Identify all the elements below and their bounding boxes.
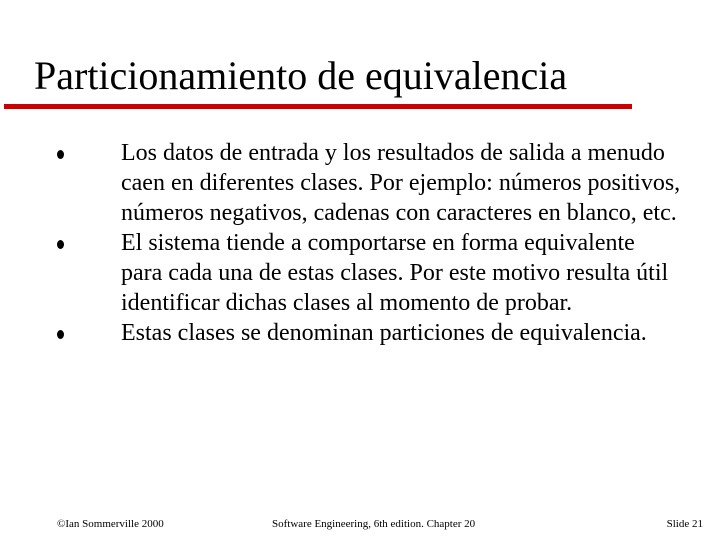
bullet-item: [0, 228, 681, 318]
bullet-text: Estas clases se denominan particiones de equivalencia.: [121, 320, 647, 346]
bullet-dot-icon: [57, 150, 64, 159]
bullet-text: Los datos de entrada y los resultados de salida a menudo caen en diferentes clases. Por ejemplo: números positivos, números negativos, cadenas con caracteres en blanco, etc.: [121, 140, 681, 226]
bullet-list: [0, 138, 720, 348]
slide-title: Particionamiento de equivalencia: [34, 53, 568, 98]
footer-slide-number: Slide 21: [666, 518, 703, 530]
footer-book-title: Software Engineering, 6th edition. Chapter 20: [272, 518, 476, 530]
title-underline: [4, 104, 632, 109]
bullet-text: El sistema tiende a comportarse en forma equivalente para cada una de estas clases. Por este motivo resulta útil identificar dichas clases al momento de probar.: [121, 230, 669, 316]
bullet-dot-icon: [57, 330, 64, 339]
bullet-item: [0, 138, 681, 228]
bullet-dot-icon: [57, 240, 64, 249]
bullet-item: [0, 318, 681, 348]
footer-copyright: ©Ian Sommerville 2000: [57, 518, 164, 530]
